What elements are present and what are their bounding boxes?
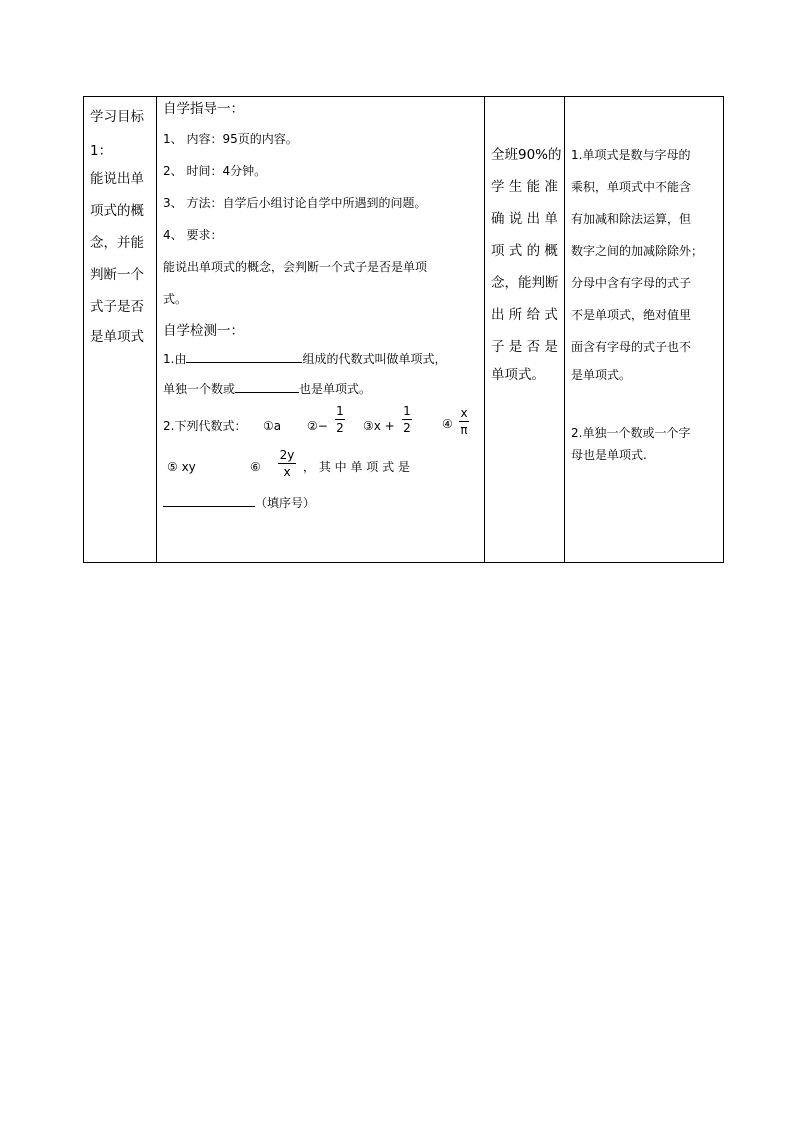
guide-title: 自学指导一：	[163, 101, 244, 117]
lesson-table	[83, 96, 724, 563]
outcome-line: 单项式。	[491, 367, 545, 383]
requirement-text: 能说出单项式的概念，会判断一个式子是否是单项	[163, 260, 428, 274]
fraction-bar	[278, 463, 296, 464]
outcome-column	[485, 97, 565, 562]
objective-line: 学习目标	[90, 109, 144, 125]
question-1a	[163, 353, 446, 365]
keypoint-line: 1.单项式是数与字母的	[571, 148, 691, 162]
denominator: 2	[336, 421, 344, 435]
keypoint-line: 分母中含有字母的式子	[571, 276, 692, 290]
keypoint-line: 母也是单项式.	[571, 448, 647, 462]
keypoint-line: 有加减和除法运算，但	[571, 212, 692, 226]
fill-note: （填序号）	[255, 496, 316, 510]
keypoint-line: 数字之间的加减除除外；	[571, 244, 704, 258]
question-1b	[163, 383, 371, 395]
guide-item: 2、 时间：4分钟。	[163, 164, 267, 178]
expression-3: ③x +	[363, 419, 395, 433]
objective-line: 念，并能	[90, 235, 144, 251]
expression-4: ④	[442, 417, 453, 431]
expression-1: ①a	[263, 419, 282, 433]
expression-6-fraction	[275, 449, 299, 478]
expression-6: ⑥	[250, 460, 261, 474]
outcome-line: 学 生 能 准	[491, 179, 558, 195]
requirement-text: 式。	[163, 292, 188, 306]
outcome-line: 念，能判断	[491, 275, 559, 291]
answer-blank	[235, 392, 299, 393]
question-text: 单独一个数或	[163, 382, 236, 396]
numerator: 2y	[279, 448, 295, 462]
denominator: x	[283, 465, 291, 479]
expression-5: ⑤ xy	[167, 460, 196, 474]
outcome-line: 项 式 的 概	[491, 243, 558, 259]
keypoint-line: 面含有字母的式子也不	[571, 340, 692, 354]
guide-item: 1、 内容：95页的内容。	[163, 132, 298, 146]
numerator: x	[460, 406, 468, 420]
answer-blank	[163, 506, 255, 507]
numerator: 1	[336, 404, 344, 418]
outcome-line: 子 是 否 是	[491, 339, 558, 355]
answer-blank	[186, 362, 302, 363]
objective-line: 1：	[90, 143, 113, 159]
answer-line	[163, 497, 315, 509]
keypoint-line: 是单项式。	[571, 368, 632, 382]
objective-line: 能说出单	[90, 171, 144, 187]
objective-line: 判断一个	[90, 267, 144, 283]
question-text: 组成的代数式叫做单项式，	[302, 352, 447, 366]
denominator: π	[460, 423, 468, 437]
keypoint-line: 2.单独一个数或一个字	[571, 426, 691, 440]
numerator: 1	[403, 404, 411, 418]
question-2-prefix: 2.下列代数式：	[163, 419, 247, 433]
keypoint-line: 不是单项式，绝对值里	[571, 308, 692, 322]
guide-column	[157, 97, 485, 562]
keypoints-column	[565, 97, 723, 562]
objective-line: 是单项式	[90, 329, 144, 345]
objective-line: 项式的概	[90, 203, 144, 219]
objective-line: 式子是否	[90, 299, 144, 315]
expression-3-fraction	[400, 405, 414, 434]
question-text: 也是单项式。	[299, 382, 372, 396]
denominator: 2	[403, 421, 411, 435]
fraction-bar	[459, 421, 469, 422]
keypoint-line: 乘积，单项式中不能含	[571, 180, 692, 194]
expression-4-fraction	[457, 407, 471, 436]
outcome-line: 全班90%的	[491, 147, 562, 163]
guide-item: 4、 要求：	[163, 228, 223, 242]
selfcheck-title: 自学检测一：	[163, 323, 244, 339]
outcome-line: 确 说 出 单	[491, 211, 558, 227]
question-2-tail: ， 其 中 单 项 式 是	[303, 460, 410, 474]
fraction-bar	[335, 419, 345, 420]
expression-2-fraction	[333, 405, 347, 434]
objective-column	[84, 97, 157, 562]
expression-2: ②−	[307, 419, 328, 433]
outcome-line: 出 所 给 式	[491, 307, 558, 323]
fraction-bar	[402, 419, 412, 420]
question-text: 1.由	[163, 352, 187, 366]
guide-item: 3、 方法：自学后小组讨论自学中所遇到的问题。	[163, 196, 427, 210]
